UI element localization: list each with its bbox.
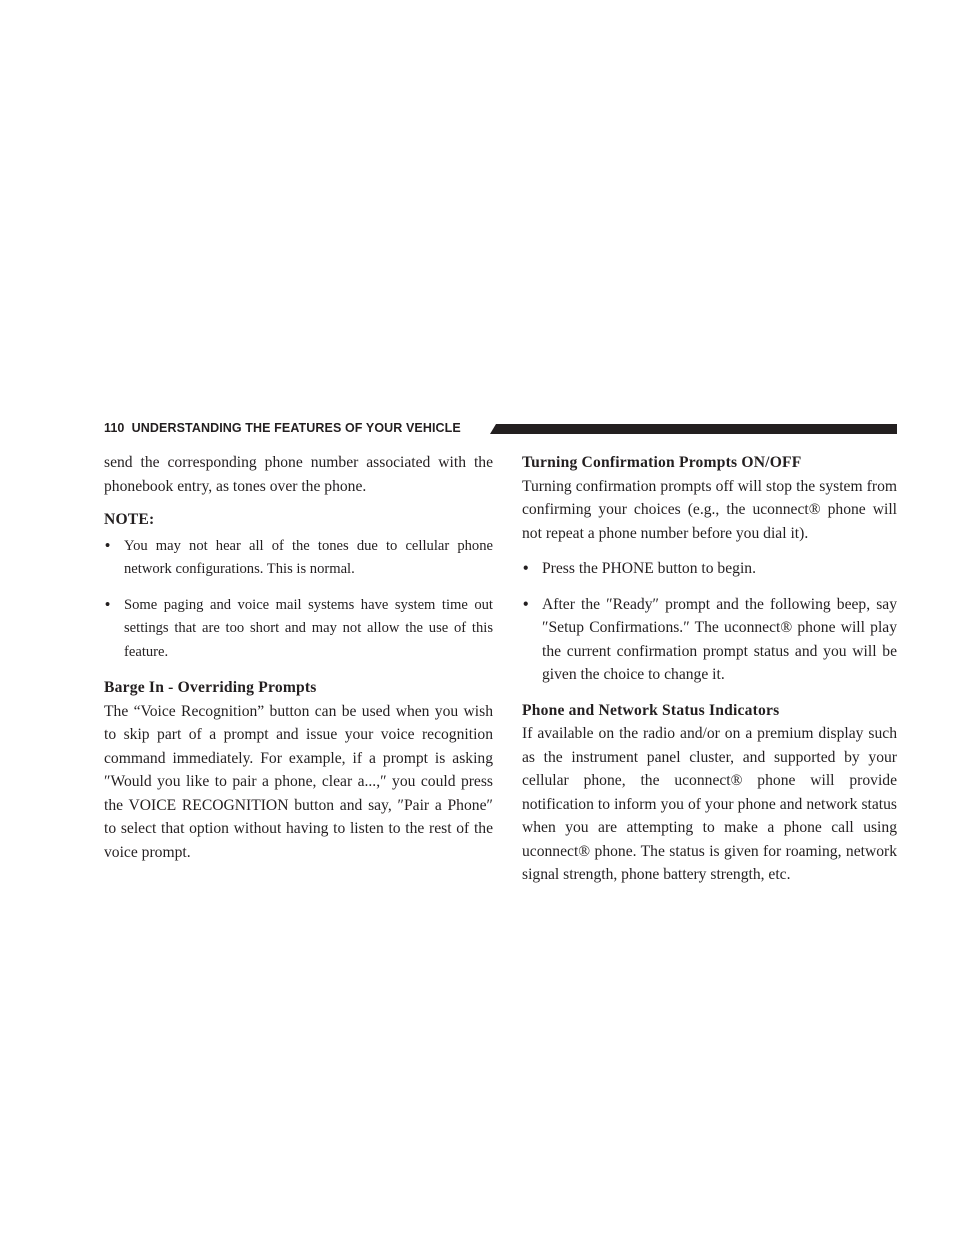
note-bullet-list: [104, 535, 493, 665]
intro-paragraph: send the corresponding phone number associated with the phonebook entry, as tones over the phone.: [104, 454, 493, 495]
barge-in-body: The “Voice Recognition” button can be used when you wish to skip part of a prompt and issue your voice recognition command immediately. For example, if a prompt is asking ″Would you like to pair a phone, clear a...,″ you could press the VOICE RECOGNITION button and say, ″Pair a Phone″ to select that option without having to listen to the rest of the voice prompt.: [104, 702, 493, 861]
bullet-icon: •: [105, 537, 111, 554]
note-bullet-text: Some paging and voice mail systems have system time out settings that are too short and may not allow the use of this feature.: [124, 596, 493, 660]
confirmation-bullet-list: [522, 557, 897, 687]
bullet-icon: •: [523, 595, 529, 613]
right-column: [522, 451, 897, 887]
bullet-icon: •: [523, 560, 529, 577]
confirmation-bullet-text: Press the PHONE button to begin.: [542, 560, 756, 577]
note-bullet-item: [104, 535, 493, 582]
left-column: [104, 451, 493, 864]
section-title: UNDERSTANDING THE FEATURES OF YOUR VEHICLE: [131, 421, 461, 435]
confirmation-bullet-item: [522, 593, 897, 687]
confirmation-prompts-heading: Turning Confirmation Prompts ON/OFF: [522, 454, 802, 471]
status-indicators-body: If available on the radio and/or on a premium display such as the instrument panel cluster, and supported by your cellular phone, the uconnect® phone will provide notification to inform you of your phone and network status when you are attempting to make a phone call using uconnect® phone. The status is given for roaming, network signal strength, phone battery strength, etc.: [522, 725, 897, 883]
note-label: NOTE:: [104, 511, 155, 528]
barge-in-heading: Barge In - Overriding Prompts: [104, 679, 317, 696]
status-indicators-heading: Phone and Network Status Indicators: [522, 701, 780, 719]
page-header: [104, 419, 897, 437]
note-bullet-text: You may not hear all of the tones due to cellular phone network configurations. This is normal.: [124, 537, 493, 577]
confirmation-bullet-text: After the ″Ready″ prompt and the following beep, say ″Setup Confirmations.″ The uconnect® phone will play the current confirmation prompt status and you will be given the choice to change it.: [542, 595, 897, 683]
confirmation-bullet-item: [522, 557, 897, 581]
note-bullet-item: [104, 594, 493, 665]
bullet-icon: •: [105, 596, 111, 613]
header-rule-bar: [490, 424, 897, 434]
confirmation-prompts-body: Turning confirmation prompts off will stop the system from confirming your choices (e.g., the uconnect® phone will not repeat a phone number before you dial it).: [522, 477, 897, 542]
header-text: [104, 419, 461, 437]
page-number: 110: [104, 421, 125, 435]
